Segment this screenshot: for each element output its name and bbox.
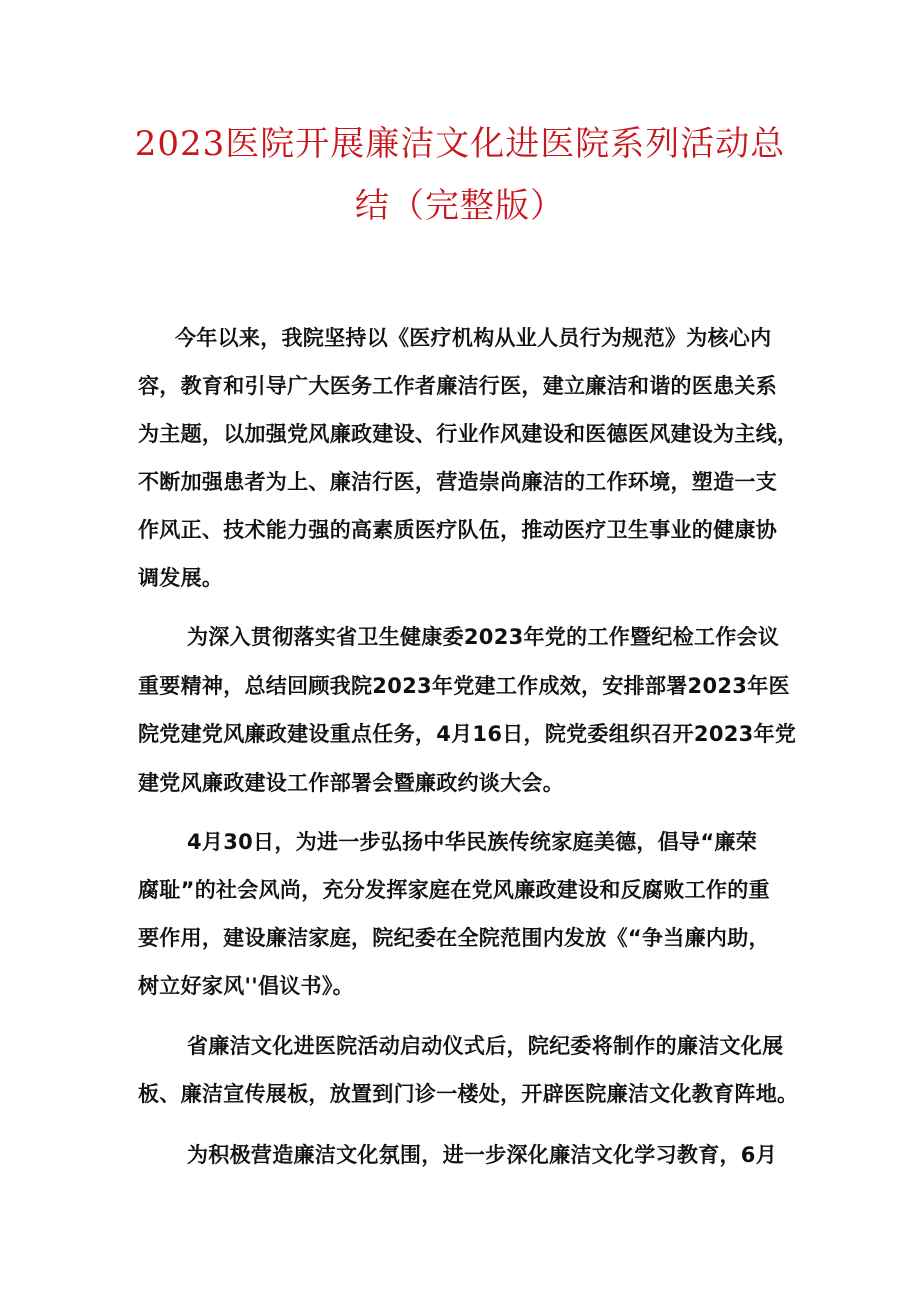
paragraph-2-line-1: 为深入贯彻落实省卫生健康委2023年党的工作暨纪检工作会议 (187, 625, 780, 649)
paragraph-1-line-2: 容，教育和引导广大医务工作者廉洁行医，建立廉洁和谐的医患关系 (138, 374, 777, 398)
document-title-line-2: 结（完整版） (355, 186, 565, 226)
paragraph-1-line-4: 不断加强患者为上、廉洁行医，营造崇尚廉洁的工作环境，塑造一支 (138, 470, 777, 494)
paragraph-2-line-3: 院党建党风廉政建设重点任务，4月16日，院党委组织召开2023年党 (138, 722, 797, 746)
paragraph-1-line-6: 调发展。 (138, 566, 224, 590)
paragraph-3-line-4: 树立好家风''倡议书》。 (138, 974, 354, 998)
paragraph-4-line-2: 板、廉洁宣传展板，放置到门诊一楼处，开辟医院廉洁文化教育阵地。 (138, 1082, 799, 1106)
paragraph-1-line-5: 作风正、技术能力强的高素质医疗队伍，推动医疗卫生事业的健康协 (138, 518, 777, 542)
paragraph-5-line-1: 为积极营造廉洁文化氛围，进一步深化廉洁文化学习教育，6月 (187, 1143, 778, 1167)
paragraph-1-line-3: 为主题，以加强党风廉政建设、行业作风建设和医德医风建设为主线， (138, 422, 799, 446)
paragraph-4-line-1: 省廉洁文化进医院活动启动仪式后，院纪委将制作的廉洁文化展 (187, 1034, 784, 1058)
paragraph-1-line-1: 今年以来，我院坚持以《医疗机构从业人员行为规范》为核心内 (175, 326, 772, 350)
paragraph-2-line-4: 建党风廉政建设工作部署会暨廉政约谈大会。 (138, 771, 564, 795)
paragraph-2-line-2: 重要精神，总结回顾我院2023年党建工作成效，安排部署2023年医 (138, 674, 790, 698)
paragraph-3-line-1: 4月30日，为进一步弘扬中华民族传统家庭美德，倡导“廉荣 (187, 830, 758, 854)
paragraph-3-line-2: 腐耻”的社会风尚，充分发挥家庭在党风廉政建设和反腐败工作的重 (138, 878, 770, 902)
paragraph-3-line-3: 要作用，建设廉洁家庭，院纪委在全院范围内发放《“争当廉内助， (138, 926, 770, 950)
document-title-line-1: 2023医院开展廉洁文化进医院系列活动总 (134, 124, 786, 164)
